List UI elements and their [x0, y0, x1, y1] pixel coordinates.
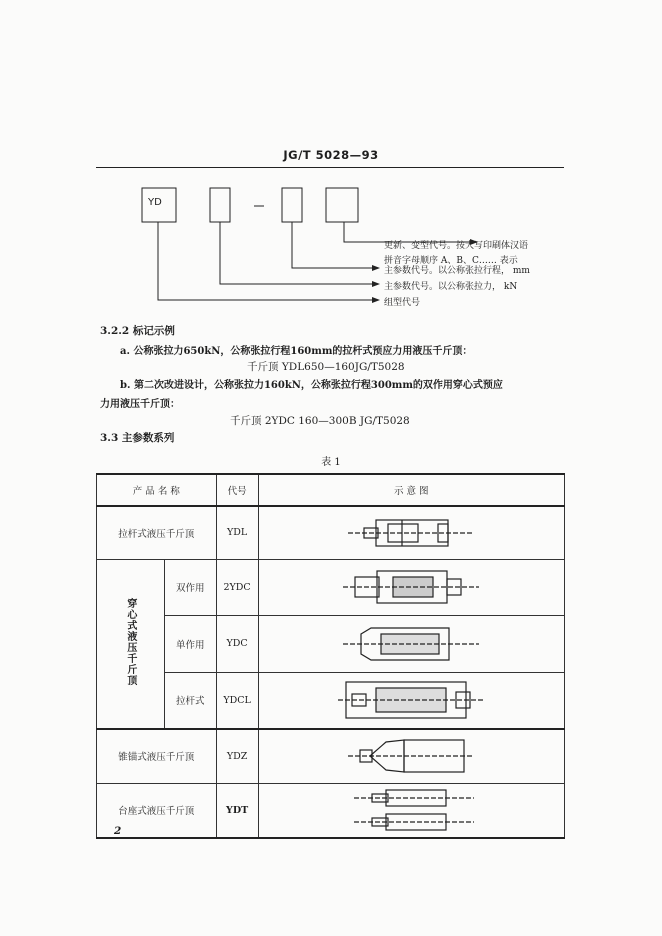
- note-revision-1: 更新、变型代号。按大写印刷体汉语: [384, 241, 529, 251]
- table-row: [97, 506, 565, 559]
- row-code: YDZ: [216, 729, 258, 783]
- pedestal-jack-icon: [346, 788, 476, 832]
- table-row: [97, 672, 565, 729]
- header-code: 代号: [216, 474, 258, 506]
- row-name: 台座式液压千斤顶: [97, 783, 217, 838]
- example-b-text-1: b. 第二次改进设计，公称张拉力160kN，公称张拉行程300mm的双作用穿心式预应: [120, 380, 503, 391]
- row-code: YDL: [216, 506, 258, 559]
- note-stroke: 主参数代号。以公称张拉行程， mm: [384, 266, 530, 276]
- group-label: 穿心式液压千斤顶: [124, 598, 136, 687]
- note-force: 主参数代号。以公称张拉力， kN: [384, 282, 518, 292]
- table-row: [97, 559, 565, 615]
- row-name: 单作用: [164, 615, 216, 672]
- table-row: [97, 783, 565, 838]
- main-parameters-table: [96, 473, 565, 839]
- table-caption: 表 1: [321, 457, 341, 468]
- table-row: [97, 615, 565, 672]
- table-row: [97, 729, 565, 783]
- row-code: 2YDC: [216, 559, 258, 615]
- example-a-designation: 千斤顶 YDL650—160JG/T5028: [247, 361, 405, 373]
- pull-rod-hollow-jack-icon: [336, 678, 486, 722]
- table-header-row: [97, 474, 565, 506]
- revision-box: [326, 188, 358, 222]
- row-name: 锥锚式液压千斤顶: [97, 729, 217, 783]
- example-a-text: a. 公称张拉力650kN，公称张拉行程160mm的拉杆式预应力用液压千斤顶：: [120, 346, 473, 357]
- header-figure: 示 意 图: [258, 474, 564, 506]
- force-box: [210, 188, 230, 222]
- page-number: 2: [114, 825, 122, 837]
- header-name: 产 品 名 称: [97, 474, 217, 506]
- pull-rod-jack-icon: [346, 516, 476, 550]
- row-code: YDC: [216, 615, 258, 672]
- cone-anchor-jack-icon: [346, 734, 476, 778]
- document-code: JG/T 5028—93: [283, 148, 379, 162]
- double-acting-jack-icon: [341, 567, 481, 607]
- row-name: 双作用: [164, 559, 216, 615]
- header-rule: [96, 167, 564, 168]
- row-code: YDT: [216, 783, 258, 838]
- row-name: 拉杆式: [164, 672, 216, 729]
- single-acting-jack-icon: [341, 624, 481, 664]
- row-code: YDCL: [216, 672, 258, 729]
- note-group: 组型代号: [384, 298, 421, 308]
- note-revision-2: 拼音字母顺序 A、B、C…… 表示: [384, 256, 518, 266]
- example-b-designation: 千斤顶 2YDC 160—300B JG/T5028: [230, 415, 410, 427]
- section-heading-3-3: 3.3 主参数系列: [100, 432, 175, 444]
- example-b-text-2: 力用液压千斤顶：: [100, 399, 180, 410]
- section-heading-3-2-2: 3.2.2 标记示例: [100, 325, 175, 337]
- row-name: 拉杆式液压千斤顶: [97, 506, 217, 559]
- group-code-label: YD: [148, 197, 162, 208]
- stroke-box: [282, 188, 302, 222]
